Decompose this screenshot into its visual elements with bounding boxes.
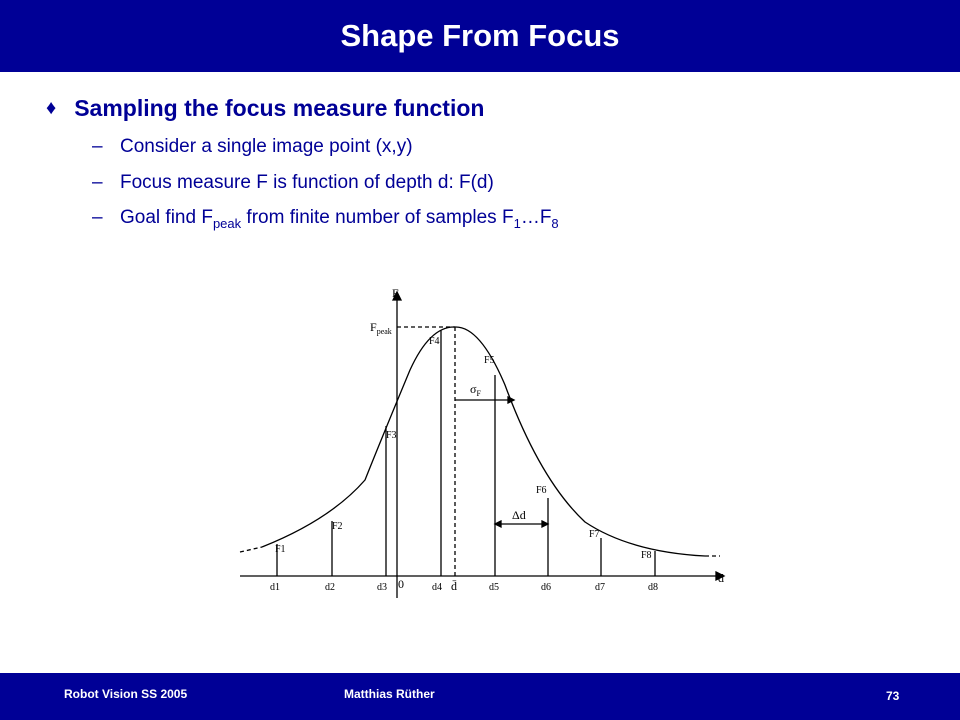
sub-bullet-3-peak: peak — [212, 215, 242, 231]
sub-bullet-3-one: 1 — [513, 215, 521, 231]
footer-bar — [0, 673, 960, 720]
sub-bullet-3-dots: …F — [520, 207, 552, 228]
diamond-bullet-icon: ♦ — [46, 97, 57, 119]
x-axis-label: d — [718, 571, 724, 585]
dash: – — [92, 136, 103, 157]
dash: – — [92, 172, 103, 193]
sample-label-2: F2 — [332, 521, 343, 532]
delta-arrowhead-right-icon — [542, 521, 548, 527]
sample-label-3: F3 — [386, 430, 397, 441]
sub-bullet-1 — [92, 136, 413, 158]
sample-label-4: F4 — [429, 336, 440, 347]
main-bullet — [46, 95, 484, 122]
depth-label-6: d6 — [541, 582, 551, 593]
sub-bullet-1-text: Consider a single image point (x,y) — [120, 136, 413, 157]
depth-label-7: d7 — [595, 582, 605, 593]
sample-label-6: F6 — [536, 485, 547, 496]
delta-d-label: Δd — [512, 508, 526, 522]
footer-course: Robot Vision SS 2005 — [64, 687, 188, 701]
delta-arrowhead-left-icon — [495, 521, 501, 527]
sigma-label: $\sigma_F$ — [470, 382, 481, 398]
dbar-label: d̄ — [451, 579, 457, 593]
title-bar — [0, 0, 960, 72]
sub-bullet-3-mid: from finite number of samples F — [241, 207, 514, 228]
fpeak-label: $F_{peak}$ — [370, 320, 392, 336]
sample-label-5: F5 — [484, 355, 495, 366]
sub-bullet-3-pre: Goal find F — [120, 207, 213, 228]
dash: – — [92, 207, 103, 228]
sample-label-8: F8 — [641, 550, 652, 561]
sub-bullet-2-text: Focus measure F is function of depth d: F(d) — [120, 172, 494, 193]
depth-label-3: d3 — [377, 582, 387, 593]
focus-measure-diagram — [232, 284, 732, 604]
sample-label-7: F7 — [589, 529, 600, 540]
sigma-arrowhead-icon — [508, 397, 514, 403]
depth-label-1: d1 — [270, 582, 280, 593]
sub-bullet-3-eight: 8 — [551, 215, 559, 231]
curve-dash-left — [240, 547, 262, 552]
slide-title: Shape From Focus — [340, 18, 620, 53]
depth-label-8: d8 — [648, 582, 658, 593]
origin-label: 0 — [398, 577, 404, 591]
y-axis-label: F — [392, 286, 399, 300]
depth-label-5: d5 — [489, 582, 499, 593]
depth-label-4: d4 — [432, 582, 442, 593]
sub-bullet-2 — [92, 172, 494, 194]
depth-label-2: d2 — [325, 582, 335, 593]
sample-label-1: F1 — [275, 544, 286, 555]
main-bullet-text: Sampling the focus measure function — [74, 95, 485, 121]
footer-author: Matthias Rüther — [344, 687, 435, 701]
sub-bullet-3 — [92, 207, 559, 231]
page-number: 73 — [886, 689, 900, 703]
